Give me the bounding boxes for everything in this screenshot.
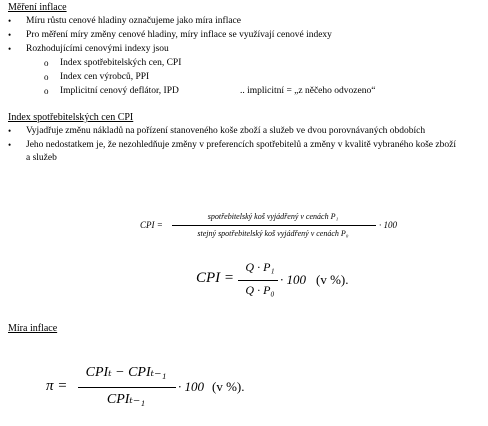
formula-cpi-symbols-lhs: CPI = [196,270,235,286]
sub-list-item: Index cen výrobců, PPI [60,72,150,82]
formula-cpi-words-lhs: CPI = [140,220,163,230]
section-title-inflation-rate: Míra inflace [8,323,58,334]
implicit-note: .. implicitní = „z něčeho odvozeno“ [240,86,376,96]
formula-cpi-symbols-numerator: Q · P₁ [245,260,275,274]
list-item: Vyjadřuje změnu nákladů na pořízení stanoveného koše zboží a služeb ve dvou porovnávaných obdobích [26,126,426,136]
formula-cpi-words-numerator: spotřebitelský koš vyjádřený v cenách P₁ [207,212,339,221]
list-item-continuation: a služeb [26,153,57,163]
formula-inflation-denominator: CPIₜ₋₁ [106,392,146,407]
formula-inflation-unit: (v %). [212,379,245,394]
sub-list-item: Implicitní cenový deflátor, IPD [60,86,179,96]
list-item: Jeho nedostatkem je, že nezohledňuje změny v preferencích spotřebitelů a změny v kvalitě vybraného koše zboží [26,140,456,150]
sub-bullet-marker: o [44,58,49,68]
bullet-marker: • [8,16,12,26]
fraction-bar [172,225,376,226]
list-item: Rozhodujícími cenovými indexy jsou [26,44,169,54]
sub-bullet-marker: o [44,86,49,96]
list-item: Míru růstu cenové hladiny označujeme jako míra inflace [26,16,241,26]
sub-bullet-marker: o [44,72,49,82]
formula-inflation-lhs: π = [46,378,68,394]
bullet-marker: • [8,30,12,40]
formula-cpi-symbols-factor: · 100 [280,272,306,287]
formula-cpi-symbols-unit: (v %). [316,272,349,287]
bullet-marker: • [8,126,12,136]
formula-cpi-symbols-denominator: Q · P₀ [245,283,275,297]
fraction-bar [78,387,176,388]
formula-inflation-numerator: CPIₜ − CPIₜ₋₁ [85,365,167,380]
fraction-bar [238,280,278,281]
section-title-inflation-measurement: Měření inflace [8,2,67,13]
bullet-marker: • [8,140,12,150]
bullet-marker: • [8,44,12,54]
list-item: Pro měření míry změny cenové hladiny, míry inflace se využívají cenové indexy [26,30,332,40]
formula-cpi-words-denominator: stejný spotřebitelský koš vyjádřený v cenách P₀ [197,229,349,238]
section-title-cpi: Index spotřebitelských cen CPI [8,112,134,123]
formula-inflation-factor: · 100 [178,379,204,394]
sub-list-item: Index spotřebitelských cen, CPI [60,58,182,68]
formula-cpi-words-factor: · 100 [379,220,397,230]
